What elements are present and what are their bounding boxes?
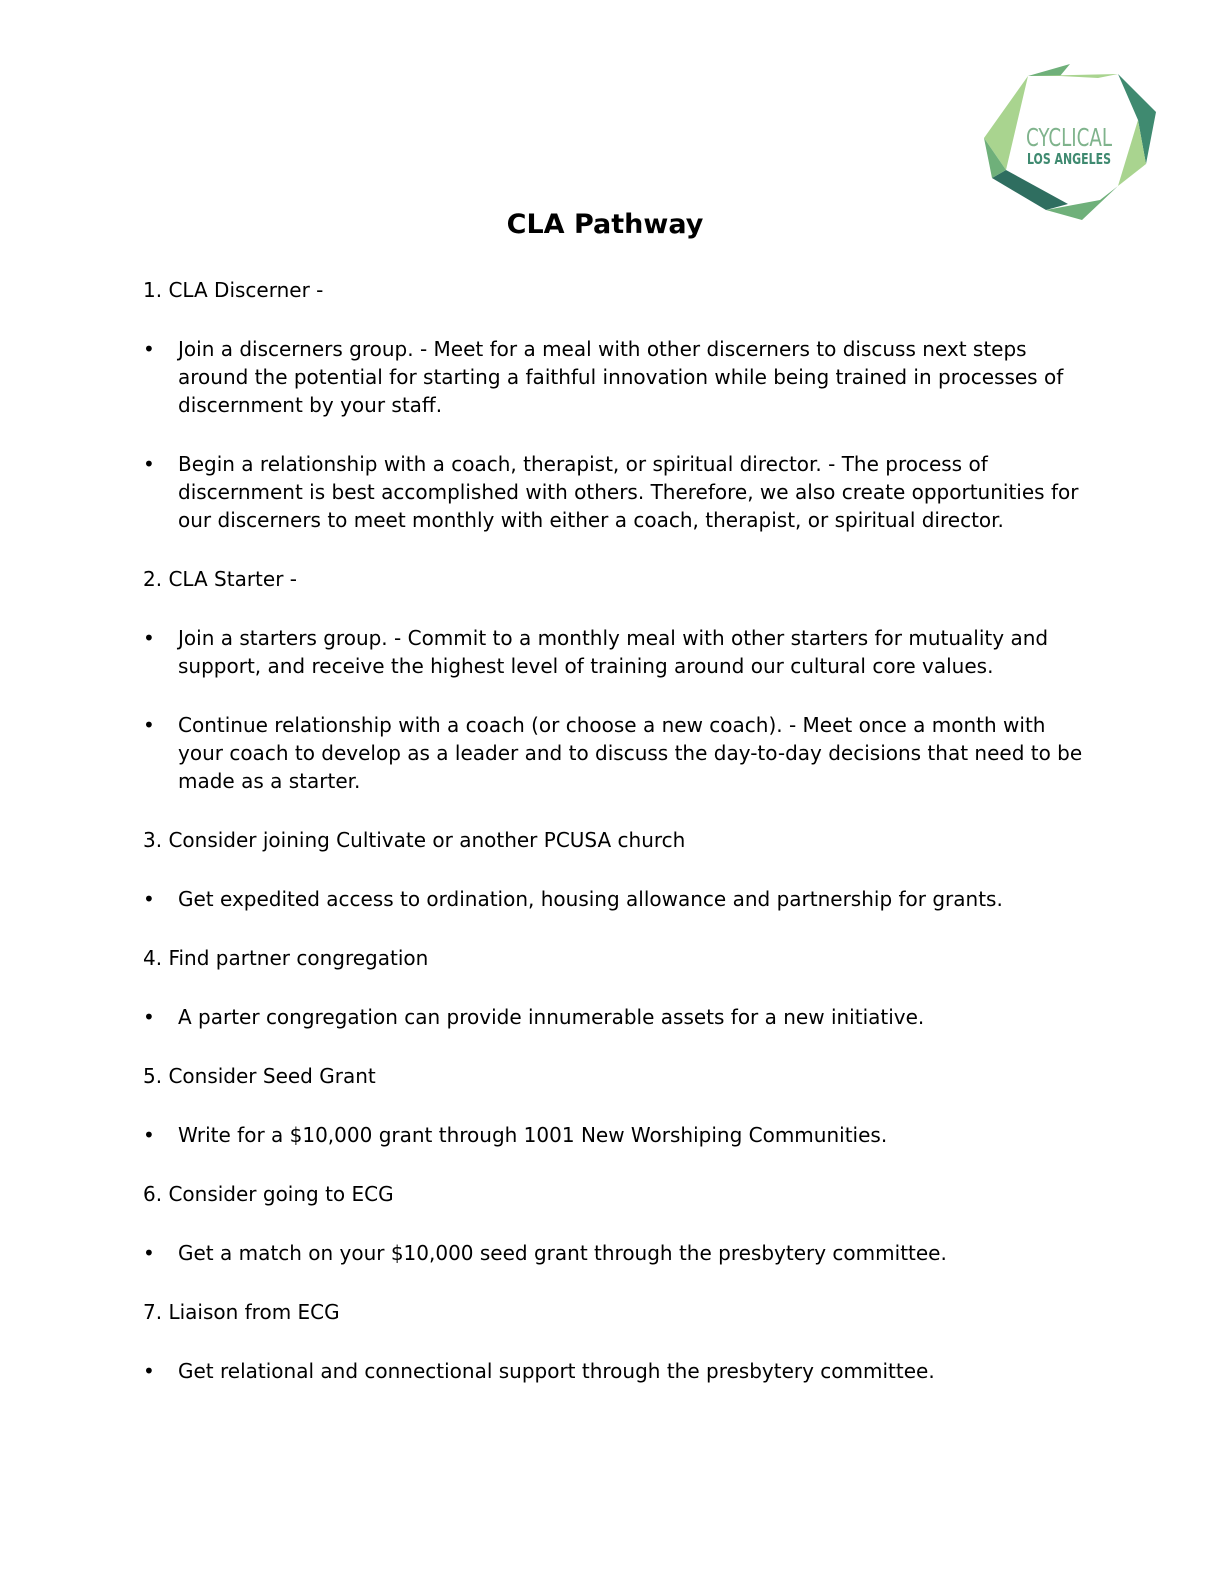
bullet-icon: • bbox=[143, 713, 155, 737]
list-item-text: Get a match on your $10,000 seed grant through the presbytery committee. bbox=[178, 1241, 947, 1265]
bullet-icon: • bbox=[143, 1123, 155, 1147]
logo-graphic bbox=[978, 60, 1160, 226]
list-item-text: Join a starters group. - Commit to a monthly meal with other starters for mutuality and support, and receive the highest level of training around our cultural core values. bbox=[178, 626, 1049, 678]
list-item bbox=[143, 335, 1083, 419]
section-heading: 5. Consider Seed Grant bbox=[143, 1064, 376, 1088]
logo-shape bbox=[1028, 64, 1070, 76]
pathway-content bbox=[143, 276, 1083, 1416]
bullet-icon: • bbox=[143, 337, 155, 361]
list-item bbox=[143, 450, 1083, 534]
section-heading: 1. CLA Discerner - bbox=[143, 278, 324, 302]
page-title: CLA Pathway bbox=[506, 209, 704, 240]
list-item-text: Join a discerners group. - Meet for a meal with other discerners to discuss next steps around the potential for starting a faithful innovation while being trained in processes of discernment by your staff. bbox=[178, 337, 1064, 417]
bullet-icon: • bbox=[143, 1005, 155, 1029]
bullet-icon: • bbox=[143, 626, 155, 650]
list-item bbox=[143, 1357, 1083, 1385]
section-heading: 6. Consider going to ECG bbox=[143, 1182, 394, 1206]
section-heading: 2. CLA Starter - bbox=[143, 567, 298, 591]
list-item bbox=[143, 711, 1083, 795]
list-item bbox=[143, 885, 1083, 913]
logo-shape bbox=[992, 170, 1068, 210]
bullet-icon: • bbox=[143, 1241, 155, 1265]
list-item-text: Continue relationship with a coach (or choose a new coach). - Meet once a month with your coach to develop as a leader and to discuss the day-to-day decisions that need to be made as a starter. bbox=[178, 713, 1083, 793]
cyclical-los-angeles-logo bbox=[978, 60, 1160, 226]
list-item-text: Get relational and connectional support through the presbytery committee. bbox=[178, 1359, 935, 1383]
list-item-text: Get expedited access to ordination, housing allowance and partnership for grants. bbox=[178, 887, 1003, 911]
section-heading: 7. Liaison from ECG bbox=[143, 1300, 340, 1324]
list-item-text: Begin a relationship with a coach, therapist, or spiritual director. - The process of discernment is best accomplished with others. Therefore, we also create opportunities for our discerners to meet monthly with either a coach, therapist, or spiritual director. bbox=[178, 452, 1079, 532]
list-item-text: A parter congregation can provide innumerable assets for a new initiative. bbox=[178, 1005, 925, 1029]
logo-wordmark-los-angeles: LOS ANGELES bbox=[1027, 150, 1111, 168]
bullet-icon: • bbox=[143, 1359, 155, 1383]
bullet-icon: • bbox=[143, 887, 155, 911]
list-item-text: Write for a $10,000 grant through 1001 New Worshiping Communities. bbox=[178, 1123, 888, 1147]
section-heading: 3. Consider joining Cultivate or another PCUSA church bbox=[143, 828, 686, 852]
list-item bbox=[143, 624, 1083, 680]
list-item bbox=[143, 1003, 1083, 1031]
bullet-icon: • bbox=[143, 452, 155, 476]
logo-wordmark-cyclical: CYCLICAL bbox=[1026, 123, 1113, 152]
list-item bbox=[143, 1121, 1083, 1149]
list-item bbox=[143, 1239, 1083, 1267]
section-heading: 4. Find partner congregation bbox=[143, 946, 429, 970]
